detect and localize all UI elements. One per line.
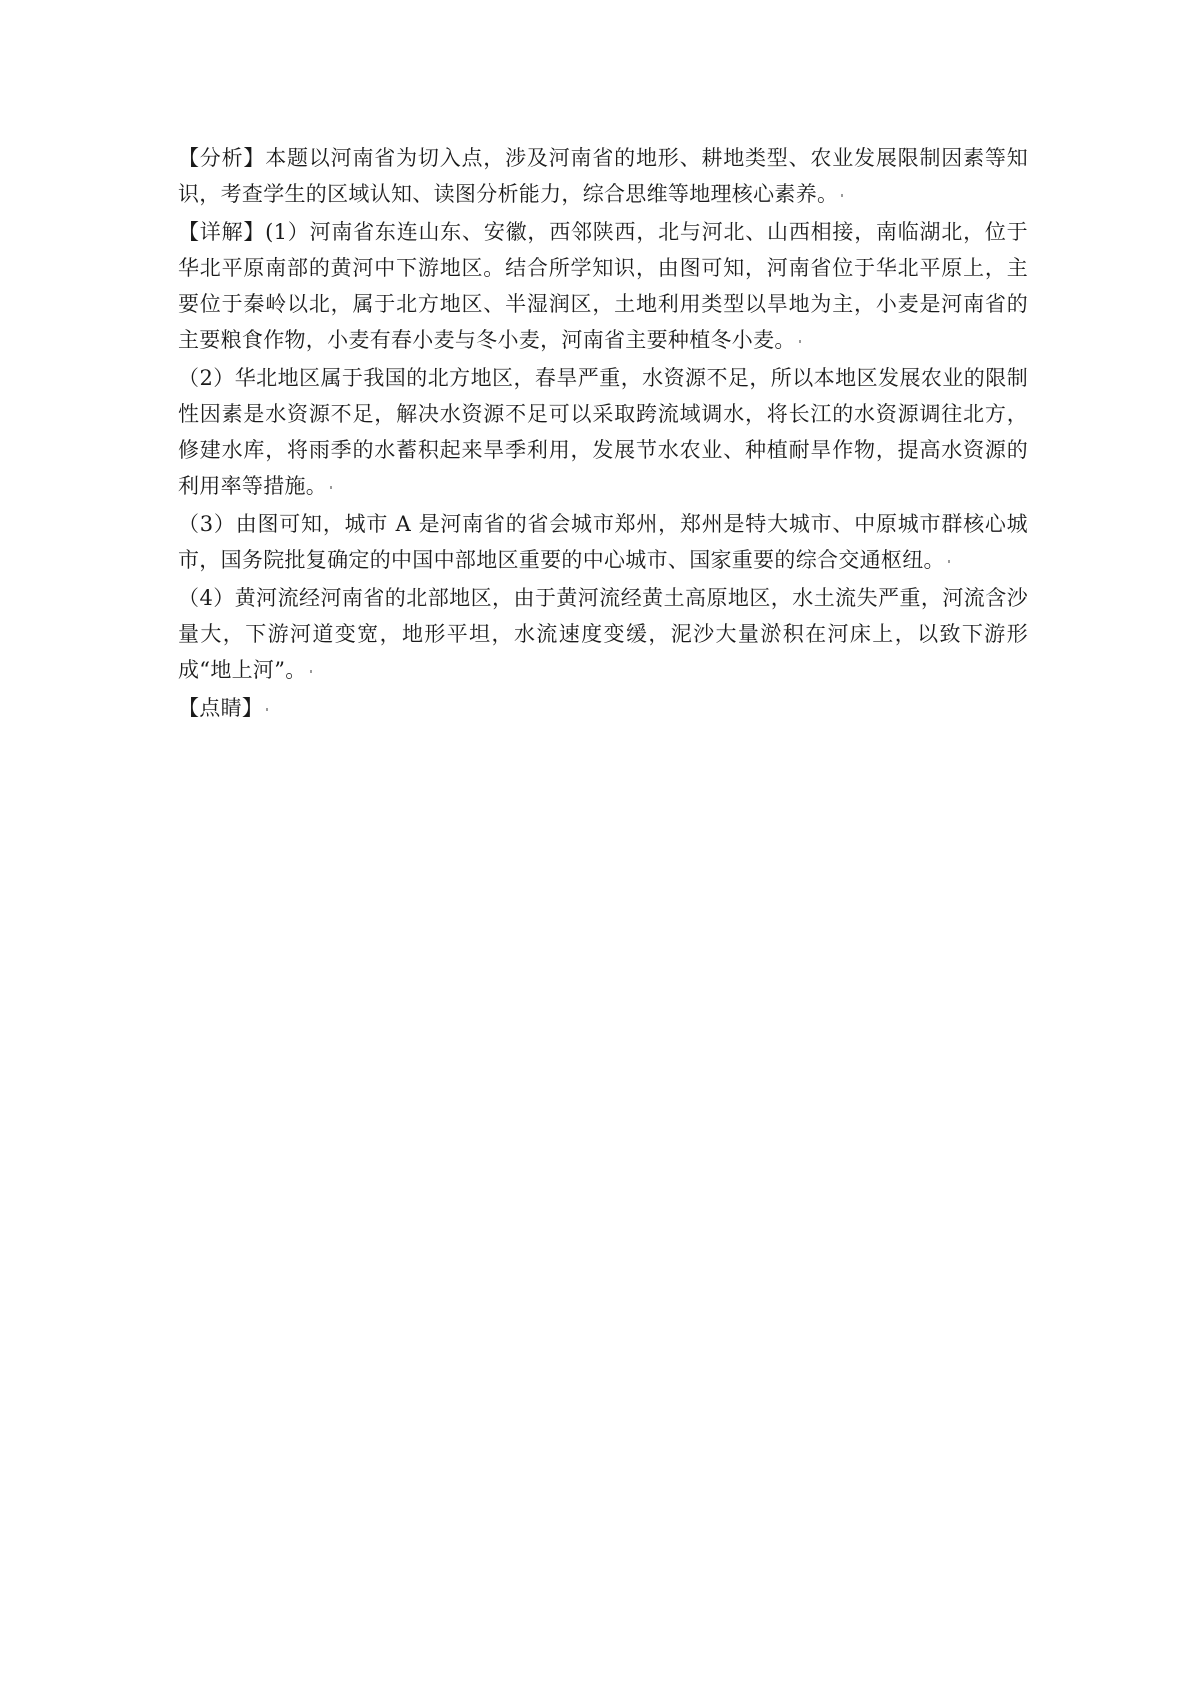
paragraph-text: 【点睛】 <box>178 696 264 720</box>
paragraph-end-mark <box>948 560 950 563</box>
paragraph-end-mark <box>266 708 268 711</box>
analysis-paragraph <box>178 140 1028 212</box>
detail-paragraph-1 <box>178 214 1028 358</box>
paragraph-text: （2）华北地区属于我国的北方地区，春旱严重，水资源不足，所以本地区发展农业的限制性因素是水资源不足，解决水资源不足可以采取跨流域调水，将长江的水资源调往北方，修建水库，将雨季的水蓄积起来旱季利用，发展节水农业、种植耐旱作物，提高水资源的利用率等措施。 <box>178 366 1028 498</box>
paragraph-text: （4）黄河流经河南省的北部地区，由于黄河流经黄土高原地区，水土流失严重，河流含沙量大，下游河道变宽，地形平坦，水流速度变缓，泥沙大量淤积在河床上，以致下游形成“地上河”。 <box>178 586 1028 682</box>
detail-paragraph-3 <box>178 506 1028 578</box>
paragraph-end-mark <box>799 340 801 343</box>
document-body <box>178 140 1028 726</box>
detail-paragraph-4 <box>178 580 1028 688</box>
paragraph-text: （3）由图可知，城市 A 是河南省的省会城市郑州，郑州是特大城市、中原城市群核心城市，国务院批复确定的中国中部地区重要的中心城市、国家重要的综合交通枢纽。 <box>178 512 1028 572</box>
detail-paragraph-2 <box>178 360 1028 504</box>
paragraph-end-mark <box>330 486 332 489</box>
paragraph-end-mark <box>310 670 312 673</box>
paragraph-text: 【详解】(1）河南省东连山东、安徽，西邻陕西，北与河北、山西相接，南临湖北，位于华北平原南部的黄河中下游地区。结合所学知识，由图可知，河南省位于华北平原上，主要位于秦岭以北，属于北方地区、半湿润区，土地利用类型以旱地为主，小麦是河南省的主要粮食作物，小麦有春小麦与冬小麦，河南省主要种植冬小麦。 <box>178 220 1028 352</box>
tips-paragraph <box>178 690 1028 726</box>
paragraph-end-mark <box>841 194 843 197</box>
paragraph-text: 【分析】本题以河南省为切入点，涉及河南省的地形、耕地类型、农业发展限制因素等知识，考查学生的区域认知、读图分析能力，综合思维等地理核心素养。 <box>178 146 1028 206</box>
